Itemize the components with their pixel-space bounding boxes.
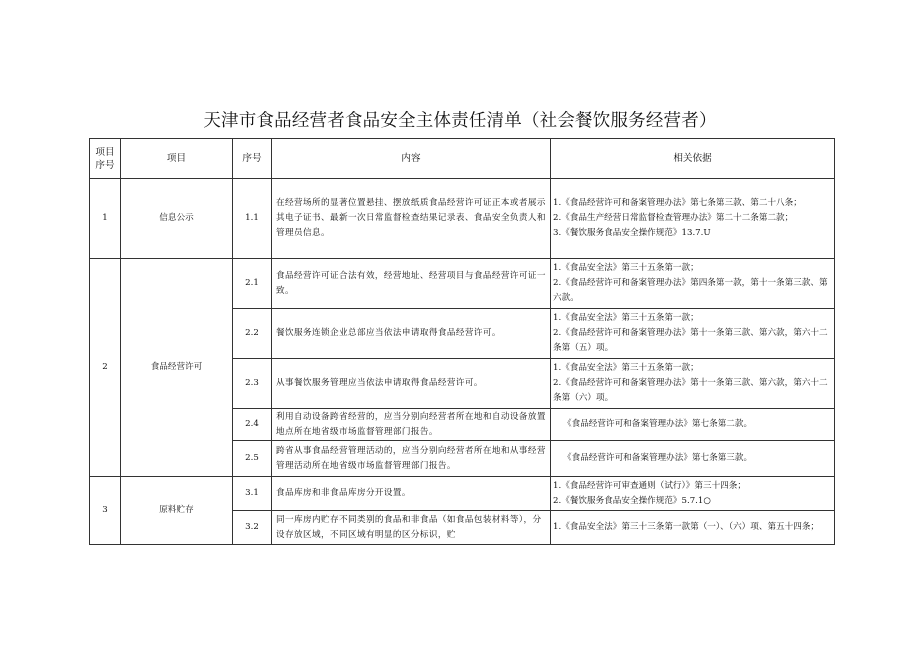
header-content: 内容 xyxy=(272,139,551,179)
basis-line: 2.《食品生产经营日常监督检查管理办法》第二十二条第二款； xyxy=(553,213,794,223)
row-content: 在经营场所的显著位置悬挂、摆放纸质食品经营许可证正本或者展示其电子证书、最新一次日常监督检查结果记录表、食品安全负责人和管理员信息。 xyxy=(272,179,551,259)
basis-line: 《食品经营许可和备案管理办法》第七条第二款。 xyxy=(563,419,753,429)
row-content: 食品经营许可证合法有效，经营地址、经营项目与食品经营许可证一致。 xyxy=(272,259,551,309)
row-content: 食品库房和非食品库房分开设置。 xyxy=(272,477,551,511)
group-name: 信息公示 xyxy=(121,179,233,259)
basis-line: 2.《餐饮服务食品安全操作规范》5.7.1○ xyxy=(553,495,711,506)
row-seq: 2.1 xyxy=(233,259,272,309)
group-no: 1 xyxy=(90,179,121,259)
basis-line: 1.《食品安全法》第三十五条第一款； xyxy=(553,263,699,273)
table-header-row xyxy=(90,139,835,179)
header-seq: 序号 xyxy=(233,139,272,179)
row-content: 餐饮服务连锁企业总部应当依法申请取得食品经营许可。 xyxy=(272,309,551,359)
basis-line: 1.《食品安全法》第三十三条第一款第（一）、（六）项、第五十四条； xyxy=(553,522,820,532)
group-name: 原料贮存 xyxy=(121,477,233,545)
row-basis xyxy=(551,259,835,309)
table-row xyxy=(90,477,835,511)
basis-line: 2.《食品经营许可和备案管理办法》第四条第一款，第十一条第三款、第六款。 xyxy=(553,278,828,303)
page-title: 天津市食品经营者食品安全主体责任清单（社会餐饮服务经营者） xyxy=(203,111,717,131)
row-basis xyxy=(551,179,835,259)
row-content: 利用自动设备跨省经营的，应当分别向经营者所在地和自动设备放置地点所在地省级市场监督管理部门报告。 xyxy=(272,409,551,441)
row-seq: 3.1 xyxy=(233,477,272,511)
row-seq: 1.1 xyxy=(233,179,272,259)
row-content: 从事餐饮服务管理应当依法申请取得食品经营许可。 xyxy=(272,359,551,409)
responsibility-table xyxy=(89,138,835,545)
basis-line: 1.《食品安全法》第三十五条第一款； xyxy=(553,313,699,323)
basis-line: 《食品经营许可和备案管理办法》第七条第三款。 xyxy=(563,453,753,463)
basis-line: 1.《食品安全法》第三十五条第一款； xyxy=(553,363,699,373)
row-seq: 2.2 xyxy=(233,309,272,359)
row-basis xyxy=(551,309,835,359)
basis-line: 1.《食品经营许可和备案管理办法》第七条第三款、第二十八条； xyxy=(553,198,802,208)
row-seq: 2.3 xyxy=(233,359,272,409)
basis-line: 3.《餐饮服务食品安全操作规范》13.7.U xyxy=(553,228,711,238)
row-basis xyxy=(551,477,835,511)
group-name: 食品经营许可 xyxy=(121,259,233,477)
header-item-no: 项目 序号 xyxy=(90,139,121,179)
row-basis xyxy=(551,511,835,545)
row-seq: 2.4 xyxy=(233,409,272,441)
row-seq: 2.5 xyxy=(233,441,272,477)
table-row xyxy=(90,259,835,309)
row-basis xyxy=(551,359,835,409)
row-basis xyxy=(551,441,835,477)
group-no: 2 xyxy=(90,259,121,477)
header-basis: 相关依据 xyxy=(551,139,835,179)
table-row xyxy=(90,179,835,259)
row-content: 跨省从事食品经营管理活动的，应当分别向经营者所在地和从事经营管理活动所在地省级市场监督管理部门报告。 xyxy=(272,441,551,477)
group-no: 3 xyxy=(90,477,121,545)
row-content: 同一库房内贮存不同类别的食品和非食品（如食品包装材料等），分设存放区域，不同区域有明显的区分标识，贮 xyxy=(272,511,551,545)
basis-line: 2.《食品经营许可和备案管理办法》第十一条第三款、第六款，第六十二条第（六）项。 xyxy=(553,378,828,403)
basis-line: 2.《食品经营许可和备案管理办法》第十一条第三款、第六款，第六十二条第（五）项。 xyxy=(553,328,828,353)
row-basis xyxy=(551,409,835,441)
basis-line: 1.《食品经营许可审查通则（试行）》第三十四条； xyxy=(553,480,746,491)
row-seq: 3.2 xyxy=(233,511,272,545)
header-item: 项目 xyxy=(121,139,233,179)
